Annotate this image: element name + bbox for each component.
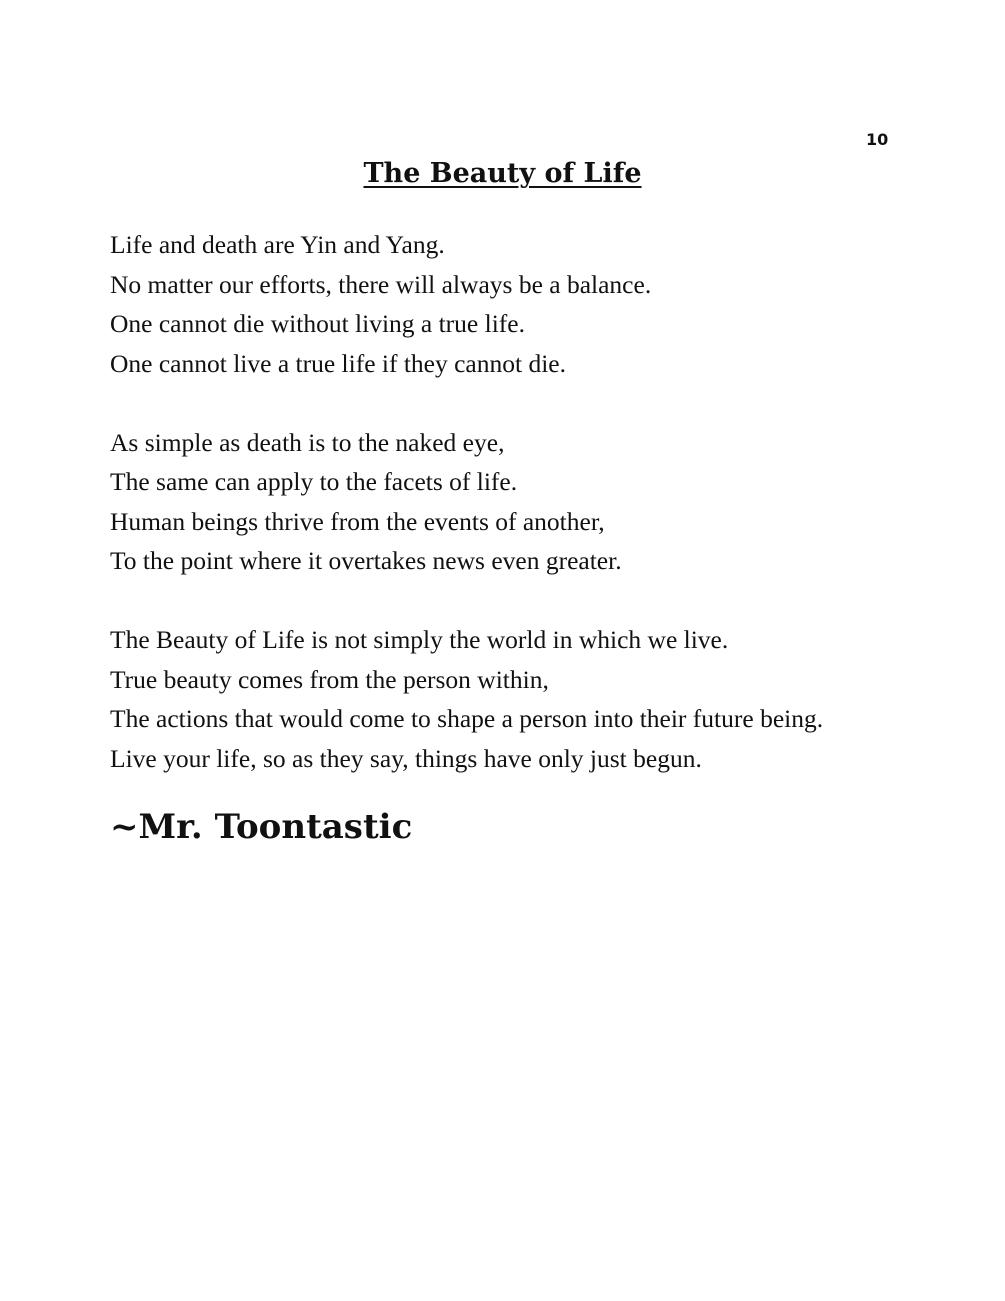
poem-line: Life and death are Yin and Yang. (110, 230, 445, 259)
author-signature: ~Mr. Toontastic (110, 807, 413, 847)
poem-line: One cannot live a true life if they cannot die. (110, 348, 566, 378)
poem-line: Live your life, so as they say, things have only just begun. (110, 743, 702, 773)
poem-body (110, 225, 970, 818)
poem-line: The actions that would come to shape a person into their future being. (110, 704, 824, 733)
page-title: The Beauty of Life (363, 158, 642, 189)
stanza-3 (110, 620, 970, 778)
poem-line: The Beauty of Life is not simply the world in which we live. (110, 625, 729, 654)
poem-line: The same can apply to the facets of life. (110, 467, 518, 496)
stanza-2 (110, 423, 970, 581)
poem-line: No matter our efforts, there will always be a balance. (110, 269, 652, 299)
poem-line: True beauty comes from the person within, (110, 664, 549, 694)
poem-line: As simple as death is to the naked eye, (110, 427, 505, 457)
poem-line: Human beings thrive from the events of another, (110, 506, 605, 536)
poem-line: One cannot die without living a true life. (110, 309, 525, 338)
poem-line: To the point where it overtakes news even greater. (110, 546, 622, 575)
stanza-1 (110, 225, 970, 383)
page-number: 10 (866, 130, 889, 149)
